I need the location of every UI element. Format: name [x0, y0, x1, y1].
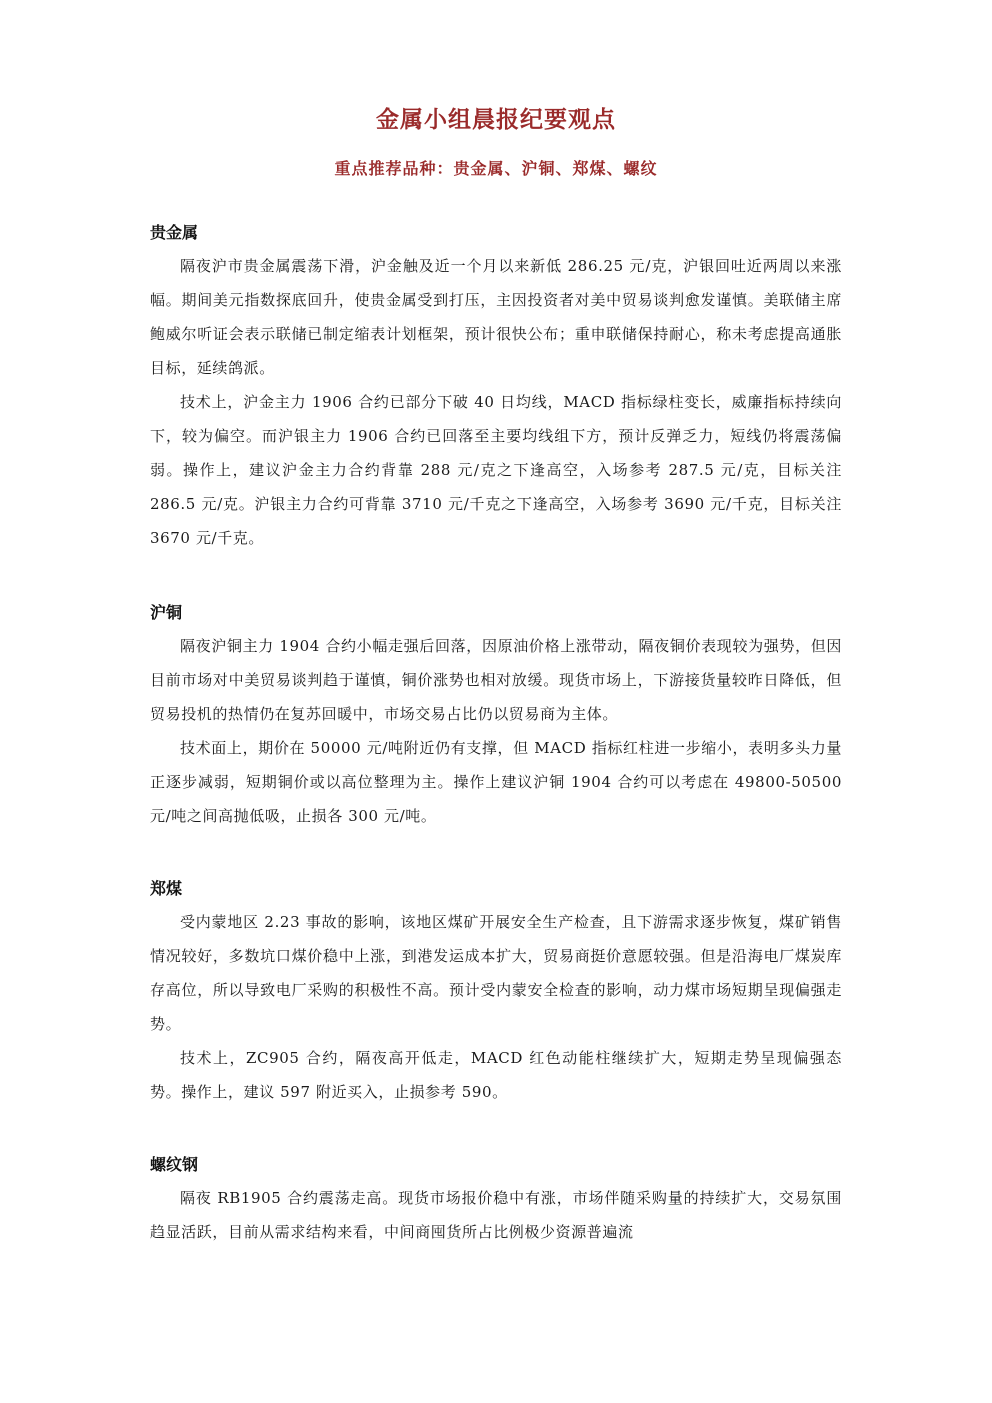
document-page — [150, 0, 842, 1249]
section-heading: 螺纹钢 — [150, 1155, 199, 1174]
section-heading: 贵金属 — [150, 223, 199, 242]
document-subtitle: 重点推荐品种：贵金属、沪铜、郑煤、螺纹 — [334, 159, 658, 178]
paragraph: 技术面上，期价在 50000 元/吨附近仍有支撑，但 MACD 指标红柱进一步缩小，表明多头力量正逐步减弱，短期铜价或以高位整理为主。操作上建议沪铜 1904 合约可以考虑在 49800-50500 元/吨之间高抛低吸，止损各 300 元/吨。 — [150, 739, 842, 825]
paragraph: 技术上，沪金主力 1906 合约已部分下破 40 日均线，MACD 指标绿柱变长，威廉指标持续向下，较为偏空。而沪银主力 1906 合约已回落至主要均线组下方，预计反弹乏力，短线仍将震荡偏弱。操作上，建议沪金主力合约背靠 288 元/克之下逢高空，入场参考 287.5 元/克，目标关注 286.5 元/克。沪银主力合约可背靠 3710 元/千克之下逢高空，入场参考 3690 元/千克，目标关注 3670 元/千克。 — [150, 393, 842, 547]
paragraph: 隔夜沪市贵金属震荡下滑，沪金触及近一个月以来新低 286.25 元/克，沪银回吐近两周以来涨幅。期间美元指数探底回升，使贵金属受到打压，主因投资者对美中贸易谈判愈发谨慎。美联储主席鲍威尔听证会表示联储已制定缩表计划框架，预计很快公布；重申联储保持耐心，称未考虑提高通胀目标，延续鸽派。 — [150, 257, 842, 377]
section-rebar — [150, 1153, 842, 1249]
section-copper — [150, 601, 842, 833]
paragraph: 隔夜 RB1905 合约震荡走高。现货市场报价稳中有涨，市场伴随采购量的持续扩大，交易氛围趋显活跃，目前从需求结构来看，中间商囤货所占比例极少资源普遍流 — [150, 1189, 842, 1241]
paragraph: 技术上，ZC905 合约，隔夜高开低走，MACD 红色动能柱继续扩大，短期走势呈现偏强态势。操作上，建议 597 附近买入，止损参考 590。 — [150, 1049, 842, 1101]
document-title: 金属小组晨报纪要观点 — [376, 107, 616, 133]
section-heading: 沪铜 — [150, 603, 183, 622]
paragraph: 受内蒙地区 2.23 事故的影响，该地区煤矿开展安全生产检查，且下游需求逐步恢复，煤矿销售情况较好，多数坑口煤价稳中上涨，到港发运成本扩大，贸易商挺价意愿较强。但是沿海电厂煤炭库存高位，所以导致电厂采购的积极性不高。预计受内蒙安全检查的影响，动力煤市场短期呈现偏强走势。 — [150, 913, 842, 1033]
section-thermal-coal — [150, 877, 842, 1109]
section-heading: 郑煤 — [150, 879, 183, 898]
paragraph: 隔夜沪铜主力 1904 合约小幅走强后回落，因原油价格上涨带动，隔夜铜价表现较为强势，但因目前市场对中美贸易谈判趋于谨慎，铜价涨势也相对放缓。现货市场上，下游接货量较昨日降低，但贸易投机的热情仍在复苏回暖中，市场交易占比仍以贸易商为主体。 — [150, 637, 842, 723]
section-precious-metals — [150, 221, 842, 555]
